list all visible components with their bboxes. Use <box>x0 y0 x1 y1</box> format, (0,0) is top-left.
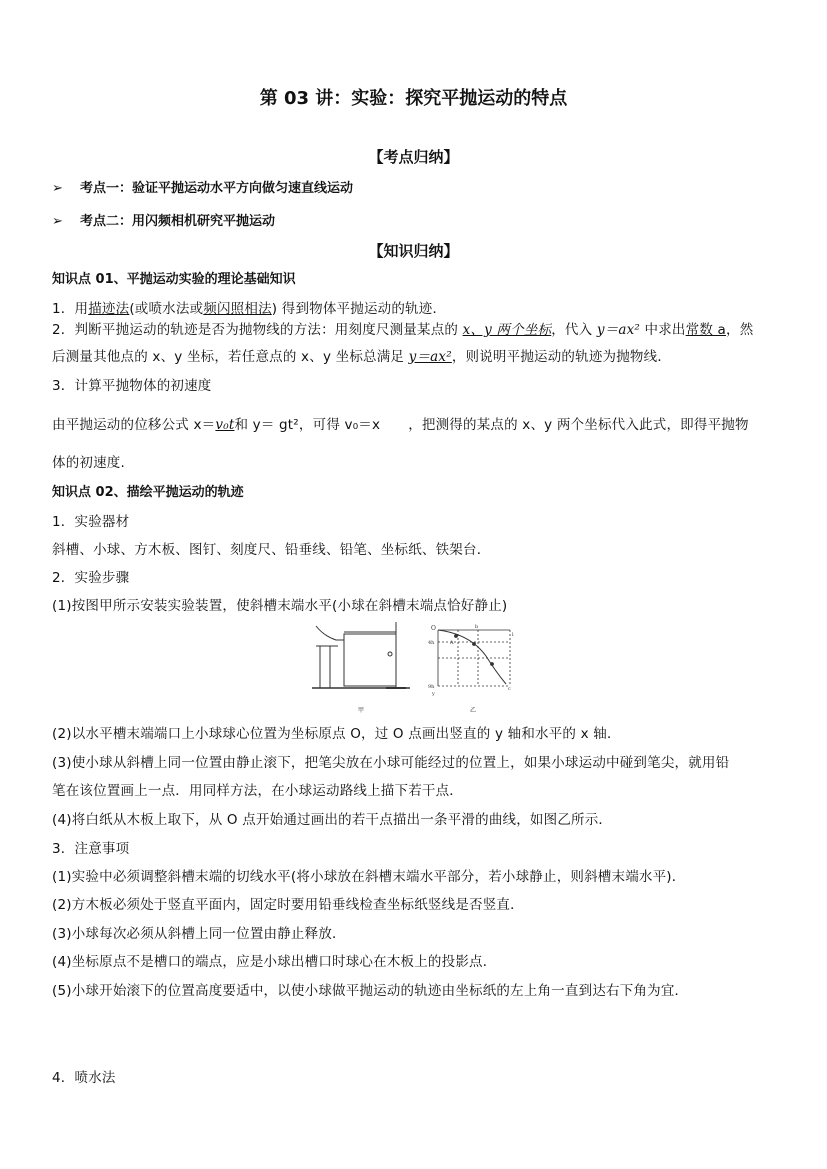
section-knowledge-heading: 【知识归纳】 <box>368 242 459 260</box>
note-2: (2)方木板必须处于竖直平面内，固定时要用铅垂线检查坐标纸竖线是否竖直． <box>52 897 524 913</box>
step-3-line-2: 笔在该位置画上一点．用同样方法，在小球运动路线上描下若干点． <box>52 783 463 799</box>
equipment-title: 1．实验器材 <box>52 514 130 530</box>
notes-title: 3．注意事项 <box>52 841 130 857</box>
apparatus-diagram <box>312 622 410 688</box>
knowledge-point-1-heading: 知识点 01、平抛运动实验的理论基础知识 <box>52 272 296 287</box>
trajectory-diagram <box>428 624 514 697</box>
page-title: 第 03 讲：实验：探究平抛运动的特点 <box>259 88 568 109</box>
step-2: (2)以水平槽末端端口上小球球心位置为坐标原点 O，过 O 点画出竖直的 y 轴和水平的 x 轴． <box>52 726 621 742</box>
point-text: 考点二：用闪频相机研究平抛运动 <box>80 214 276 229</box>
label-9h: 9h <box>428 684 435 690</box>
kp1-line-1: 1．用描迹法(或喷水法或频闪照相法) 得到物体平抛运动的轨迹． <box>52 301 447 317</box>
label-b: b <box>475 624 479 630</box>
equipment-list: 斜槽、小球、方木板、图钉、刻度尺、铅垂线、铅笔、坐标纸、铁架台． <box>52 542 491 558</box>
figure-label-a: 甲 <box>358 707 365 714</box>
steps-title: 2．实验步骤 <box>52 570 130 586</box>
point-item-2 <box>52 210 275 229</box>
knowledge-point-2-heading: 知识点 02、描绘平抛运动的轨迹 <box>52 485 244 500</box>
note-1: (1)实验中必须调整斜槽末端的切线水平(将小球放在斜槽末端水平部分，若小球静止，则斜槽末端水平)． <box>52 869 686 885</box>
label-y: y <box>432 691 435 697</box>
kp1-line-4: 3．计算平抛物体的初速度 <box>52 378 212 394</box>
step-4: (4)将白纸从木板上取下，从 O 点开始通过画出的若干点描出一条平滑的曲线，如图乙所示． <box>52 812 613 828</box>
point-text: 考点一：验证平抛运动水平方向做匀速直线运动 <box>80 181 354 196</box>
point-item-1 <box>52 177 353 196</box>
arrow-bullet-icon: ➢ <box>52 181 63 196</box>
label-a: A <box>450 640 454 646</box>
note-5: (5)小球开始滚下的位置高度要适中，以使小球做平抛运动的轨迹由坐标纸的左上角一直到达右下角为宜． <box>52 983 689 999</box>
kp1-line-5: 由平抛运动的位移公式 x＝v₀t和 y＝ gt²，可得 v₀＝x ，把测得的某点的 x、y 两个坐标代入此式，即得平抛物 <box>52 417 749 433</box>
water-method-title: 4．喷水法 <box>52 1070 116 1086</box>
section-points-heading: 【考点归纳】 <box>368 148 459 166</box>
label-l: l <box>512 632 514 638</box>
kp1-line-6: 体的初速度. <box>52 455 125 471</box>
step-3-line-1: (3)使小球从斜槽上同一位置由静止滚下，把笔尖放在小球可能经过的位置上，如果小球运动中碰到笔尖，就用铅 <box>52 755 730 771</box>
kp1-line-2: 2．判断平抛运动的轨迹是否为抛物线的方法：用刻度尺测量某点的 x、y 两个坐标，代入 y＝ax² 中求出常数 a，然 <box>52 322 754 338</box>
figure-label-b: 乙 <box>470 707 477 714</box>
experiment-figure <box>310 622 520 714</box>
label-c: c <box>508 686 511 692</box>
step-1: (1)按图甲所示安装实验装置，使斜槽末端水平(小球在斜槽末端点恰好静止) <box>52 598 508 614</box>
note-4: (4)坐标原点不是槽口的端点，应是小球出槽口时球心在木板上的投影点． <box>52 954 497 970</box>
label-4h: 4h <box>428 640 435 646</box>
arrow-bullet-icon: ➢ <box>52 214 63 229</box>
label-origin: O <box>431 625 436 632</box>
kp1-line-3: 后测量其他点的 x、y 坐标，若任意点的 x、y 坐标总满足 y＝ax²，则说明平抛运动的轨迹为抛物线． <box>52 349 672 365</box>
note-3: (3)小球每次必须从斜槽上同一位置由静止释放． <box>52 926 346 942</box>
